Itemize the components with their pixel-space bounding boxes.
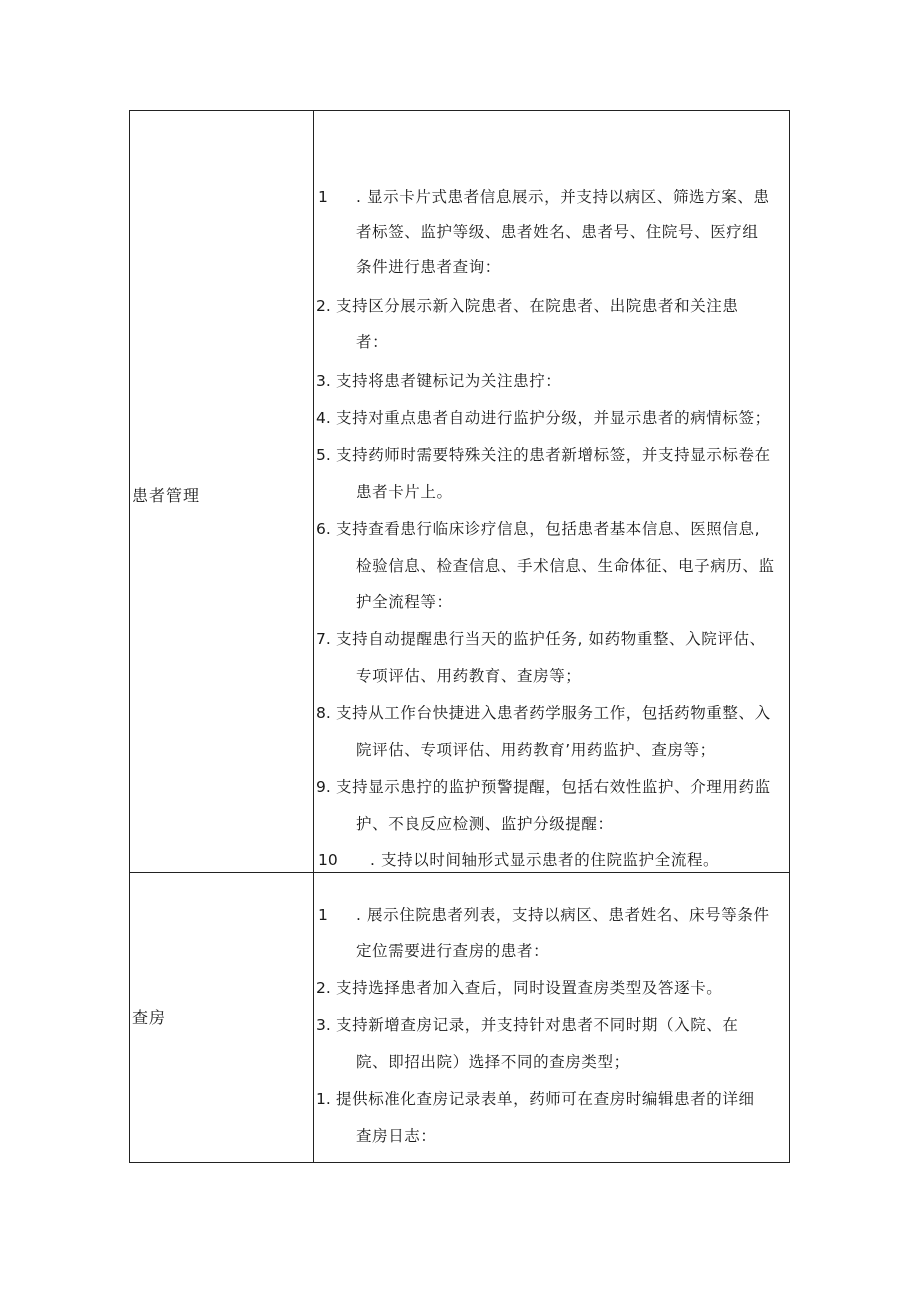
item-line: . 支持以时间轴形式显示患者的住院监护全流程。 bbox=[370, 851, 720, 869]
item-number: 2. bbox=[316, 979, 331, 997]
row-label-patient-management: 患者管理 bbox=[132, 486, 201, 505]
item-line: . 展示住院患者列表，支持以病区、患者姓名、床号等条件 bbox=[356, 906, 770, 924]
item-number: 7. bbox=[316, 630, 331, 648]
item-line: 支持显示患拧的监护预警提醒，包括右效性监护、介理用药监 bbox=[336, 778, 771, 796]
item-line: 查房日志： bbox=[356, 1127, 437, 1145]
item-line: 支持查看患行临床诊疗信息，包括患者基本信息、医照信息, bbox=[336, 520, 761, 538]
item-line: 者标签、监护等级、患者姓名、患者号、住院号、医疗组 bbox=[356, 223, 759, 241]
item-number: 1 bbox=[318, 906, 328, 924]
item-line: 支持药师时需要特殊关注的患者新增标签，并支持显示标卷在 bbox=[336, 446, 771, 464]
item-line: 者： bbox=[356, 333, 389, 351]
row-divider bbox=[130, 872, 789, 873]
item-number: 5. bbox=[316, 446, 331, 464]
item-number: 3. bbox=[316, 372, 331, 390]
item-line: 院评估、专项评估、用药教育’用药监护、查房等； bbox=[356, 741, 716, 759]
item-line: 定位需要进行查房的患者： bbox=[356, 942, 550, 960]
item-line: 患者卡片上。 bbox=[356, 483, 453, 501]
column-divider bbox=[313, 111, 314, 1162]
row-label-ward-rounds: 查房 bbox=[132, 1008, 167, 1027]
item-number: 1. bbox=[316, 1090, 331, 1108]
item-line: 支持对重点患者自动进行监护分级，并显示患者的病情标签； bbox=[336, 409, 771, 427]
item-line: 院、即招出院）选择不同的查房类型； bbox=[356, 1053, 630, 1071]
item-line: 支持自动提醒患行当天的监护任务, 如药物重整、入院评估、 bbox=[336, 630, 766, 648]
item-line: 提供标准化查房记录表单，药师可在查房时编辑患者的详细 bbox=[336, 1090, 755, 1108]
requirements-table bbox=[129, 110, 790, 1163]
item-line: 条件进行患者查询： bbox=[356, 258, 501, 276]
item-number: 6. bbox=[316, 520, 331, 538]
item-line: 支持从工作台快捷进入患者药学服务工作，包括药物重整、入 bbox=[336, 704, 771, 722]
item-number: 8. bbox=[316, 704, 331, 722]
item-number: 1 bbox=[318, 188, 328, 206]
item-line: 检验信息、检查信息、手术信息、生命体征、电子病历、监 bbox=[356, 557, 775, 575]
item-line: 支持新增查房记录，并支持针对患者不同时期（入院、在 bbox=[336, 1016, 739, 1034]
item-number: 2. bbox=[316, 297, 331, 315]
item-number: 4. bbox=[316, 409, 331, 427]
item-number: 9. bbox=[316, 778, 331, 796]
item-number: 3. bbox=[316, 1016, 331, 1034]
item-line: 护全流程等： bbox=[356, 593, 453, 611]
item-line: 专项评估、用药教育、查房等； bbox=[356, 667, 582, 685]
item-line: 护、不良反应检测、监护分级提醒： bbox=[356, 815, 614, 833]
item-line: 支持区分展示新入院患者、在院患者、出院患者和关注患 bbox=[336, 297, 739, 315]
item-number: 10 bbox=[318, 851, 338, 869]
item-line: . 显示卡片式患者信息展示，并支持以病区、筛选方案、患 bbox=[356, 188, 770, 206]
item-line: 支持将患者键标记为关注患拧： bbox=[336, 372, 562, 390]
item-line: 支持选择患者加入查后，同时设置查房类型及答逐卡。 bbox=[336, 979, 723, 997]
